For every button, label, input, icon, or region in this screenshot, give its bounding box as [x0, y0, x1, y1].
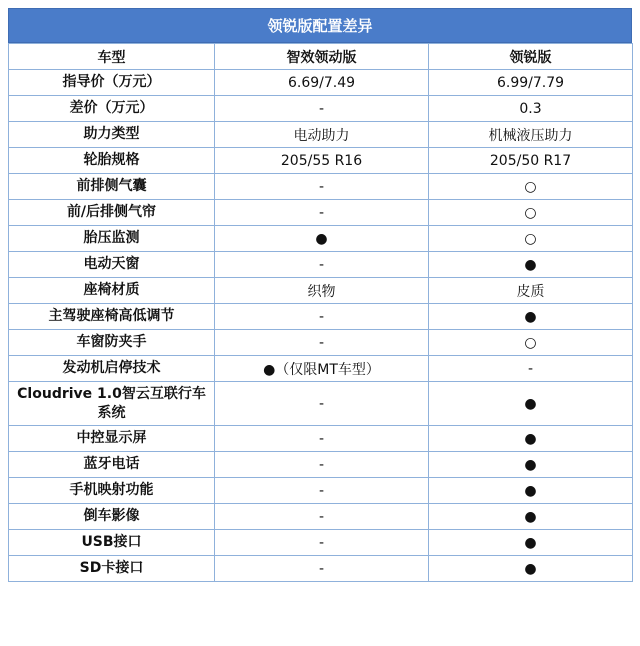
- trim-b-value: ●: [429, 504, 633, 530]
- trim-a-value: 205/55 R16: [215, 148, 429, 174]
- trim-a-value: ●（仅限MT车型）: [215, 356, 429, 382]
- row-label: 手机映射功能: [9, 478, 215, 504]
- table-row: [9, 252, 633, 278]
- trim-b-value: ○: [429, 330, 633, 356]
- trim-a-value: -: [215, 304, 429, 330]
- table-row: [9, 452, 633, 478]
- trim-a-value: -: [215, 96, 429, 122]
- trim-a-value: -: [215, 200, 429, 226]
- row-label: 发动机启停技术: [9, 356, 215, 382]
- row-label: 助力类型: [9, 122, 215, 148]
- row-label: 胎压监测: [9, 226, 215, 252]
- row-label: SD卡接口: [9, 556, 215, 582]
- trim-a-value: -: [215, 530, 429, 556]
- row-label: 座椅材质: [9, 278, 215, 304]
- row-label: USB接口: [9, 530, 215, 556]
- row-label: 电动天窗: [9, 252, 215, 278]
- trim-b-value: ●: [429, 304, 633, 330]
- trim-b-value: -: [429, 356, 633, 382]
- trim-b-value: 6.99/7.79: [429, 70, 633, 96]
- trim-b-value: ●: [429, 530, 633, 556]
- table-row: [9, 356, 633, 382]
- table-row: [9, 278, 633, 304]
- table-row: [9, 122, 633, 148]
- trim-b-value: ●: [429, 452, 633, 478]
- trim-a-value: 6.69/7.49: [215, 70, 429, 96]
- table-row: [9, 200, 633, 226]
- row-label: 轮胎规格: [9, 148, 215, 174]
- row-label: 前/后排侧气帘: [9, 200, 215, 226]
- trim-a-value: -: [215, 556, 429, 582]
- row-label: 指导价（万元）: [9, 70, 215, 96]
- row-label: 倒车影像: [9, 504, 215, 530]
- table-row: [9, 426, 633, 452]
- table-row: [9, 148, 633, 174]
- row-label: 车窗防夹手: [9, 330, 215, 356]
- trim-b-value: ●: [429, 556, 633, 582]
- table-row: [9, 530, 633, 556]
- trim-a-value: -: [215, 252, 429, 278]
- config-comparison: [8, 8, 632, 582]
- column-header-trim-a: 智效领动版: [215, 44, 429, 70]
- table-row: [9, 330, 633, 356]
- trim-a-value: -: [215, 426, 429, 452]
- trim-a-value: -: [215, 330, 429, 356]
- trim-a-value: -: [215, 452, 429, 478]
- table-row: [9, 174, 633, 200]
- trim-b-value: ●: [429, 382, 633, 426]
- row-label: 差价（万元）: [9, 96, 215, 122]
- table-body: [9, 70, 633, 582]
- trim-b-value: ○: [429, 174, 633, 200]
- trim-b-value: 机械液压助力: [429, 122, 633, 148]
- trim-b-value: ●: [429, 478, 633, 504]
- trim-a-value: 电动助力: [215, 122, 429, 148]
- row-label: 前排侧气囊: [9, 174, 215, 200]
- column-header-trim-b: 领锐版: [429, 44, 633, 70]
- row-label: 蓝牙电话: [9, 452, 215, 478]
- trim-b-value: 皮质: [429, 278, 633, 304]
- column-header-model: 车型: [9, 44, 215, 70]
- trim-b-value: 205/50 R17: [429, 148, 633, 174]
- trim-b-value: ●: [429, 426, 633, 452]
- trim-b-value: ●: [429, 252, 633, 278]
- trim-a-value: -: [215, 382, 429, 426]
- trim-a-value: 织物: [215, 278, 429, 304]
- row-label: 中控显示屏: [9, 426, 215, 452]
- table-row: [9, 382, 633, 426]
- trim-b-value: 0.3: [429, 96, 633, 122]
- row-label: 主驾驶座椅高低调节: [9, 304, 215, 330]
- table-row: [9, 478, 633, 504]
- trim-a-value: ●: [215, 226, 429, 252]
- row-label: Cloudrive 1.0智云互联行车系统: [9, 382, 215, 426]
- table-row: [9, 70, 633, 96]
- header-row: [9, 44, 633, 70]
- table-title: 领锐版配置差异: [8, 8, 632, 43]
- table-row: [9, 226, 633, 252]
- table-row: [9, 304, 633, 330]
- table-row: [9, 504, 633, 530]
- table-row: [9, 96, 633, 122]
- trim-a-value: -: [215, 174, 429, 200]
- trim-b-value: ○: [429, 200, 633, 226]
- trim-b-value: ○: [429, 226, 633, 252]
- table-row: [9, 556, 633, 582]
- trim-a-value: -: [215, 504, 429, 530]
- trim-a-value: -: [215, 478, 429, 504]
- comparison-table: [8, 43, 633, 582]
